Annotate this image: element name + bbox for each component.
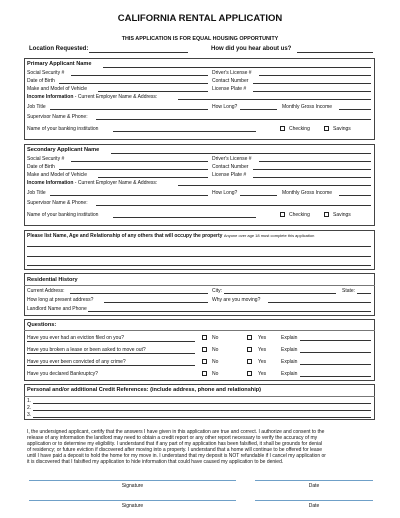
secondary-plate-label: License Plate # bbox=[212, 172, 247, 178]
primary-income-bold: Income Information bbox=[27, 94, 74, 100]
primary-vehicle-label: Make and Model of Vehicle bbox=[27, 86, 88, 92]
secondary-income-bold: Income Information bbox=[27, 180, 74, 186]
secondary-checking-label: Checking bbox=[289, 212, 310, 218]
question-broken-lease-yes-checkbox[interactable] bbox=[247, 347, 252, 352]
question-eviction-explain-label: Explain bbox=[281, 335, 298, 341]
primary-plate-label: License Plate # bbox=[212, 86, 247, 92]
residential-heading: Residential History bbox=[27, 277, 78, 283]
question-bankruptcy-no-label: No bbox=[212, 371, 219, 377]
why-moving-field[interactable] bbox=[268, 302, 371, 303]
question-crime-yes-label: Yes bbox=[258, 359, 267, 365]
questions-heading: Questions: bbox=[27, 322, 57, 328]
question-eviction-explain-field[interactable] bbox=[300, 340, 371, 341]
primary-bank-label: Name of your banking institution bbox=[27, 126, 99, 132]
landlord-label: Landlord Name and Phone bbox=[27, 306, 87, 312]
primary-plate-field[interactable] bbox=[253, 91, 371, 92]
why-moving-label: Why are you moving? bbox=[212, 297, 261, 303]
secondary-checking-checkbox[interactable] bbox=[280, 212, 285, 217]
location-requested-label: Location Requested: bbox=[29, 46, 89, 52]
certification-line-1: I, the undersigned applicant, certify that the answers I have given in this application are true and correct. I authorize and consent to the bbox=[27, 429, 325, 435]
occupants-heading-row bbox=[27, 233, 314, 239]
secondary-applicant-heading: Secondary Applicant Name bbox=[27, 147, 100, 153]
certification-line-2: release of any information the landlord may need to obtain a credit report or any other report necessary to verify the accuracy of my bbox=[27, 435, 318, 441]
location-requested-field[interactable] bbox=[89, 52, 188, 53]
question-eviction-yes-label: Yes bbox=[258, 335, 267, 341]
primary-checking-checkbox[interactable] bbox=[280, 126, 285, 131]
secondary-how-long-label: How Long? bbox=[212, 190, 238, 196]
residential-divider bbox=[24, 285, 375, 286]
primary-ssn-field[interactable] bbox=[71, 75, 208, 76]
primary-checking-label: Checking bbox=[289, 126, 310, 132]
occupants-heading: Please list Name, Age and Relationship of any others that will occupy the property bbox=[27, 233, 223, 239]
question-broken-lease-underline bbox=[27, 353, 195, 354]
question-bankruptcy-no-checkbox[interactable] bbox=[202, 371, 207, 376]
state-label: State: bbox=[342, 288, 356, 294]
primary-job-label: Job Title bbox=[27, 104, 46, 110]
signature-2-field[interactable] bbox=[29, 500, 236, 501]
question-broken-lease: Have you broken a lease or been asked to move out? bbox=[27, 347, 146, 353]
primary-how-long-label: How Long? bbox=[212, 104, 238, 110]
secondary-job-label: Job Title bbox=[27, 190, 46, 196]
primary-dl-label: Driver's License # bbox=[212, 70, 252, 76]
primary-applicant-heading: Primary Applicant Name bbox=[27, 61, 92, 67]
date-1-field[interactable] bbox=[255, 480, 373, 481]
secondary-plate-field[interactable] bbox=[253, 177, 371, 178]
signature-1-field[interactable] bbox=[29, 480, 236, 481]
reference-2-field[interactable] bbox=[33, 410, 371, 411]
question-broken-lease-yes-label: Yes bbox=[258, 347, 267, 353]
question-crime-yes-checkbox[interactable] bbox=[247, 359, 252, 364]
question-eviction-no-checkbox[interactable] bbox=[202, 335, 207, 340]
references-divider bbox=[24, 396, 375, 397]
primary-savings-label: Savings bbox=[333, 126, 351, 132]
secondary-job-field[interactable] bbox=[50, 195, 208, 196]
secondary-contact-field[interactable] bbox=[253, 169, 371, 170]
secondary-savings-checkbox[interactable] bbox=[324, 212, 329, 217]
occupants-note: Anyone over age 18 must complete this application bbox=[223, 233, 315, 238]
certification-line-5: until I have paid a deposit to hold the home for my move in. I understand that my deposit is NOT refundable if I cancel my application or bbox=[27, 453, 326, 459]
secondary-vehicle-field[interactable] bbox=[98, 177, 208, 178]
city-label: City: bbox=[212, 288, 222, 294]
question-eviction: Have you ever had an eviction filed on you? bbox=[27, 335, 125, 341]
primary-gross-label: Monthly Gross Income bbox=[282, 104, 333, 110]
secondary-dl-label: Driver's License # bbox=[212, 156, 252, 162]
reference-1-number: 1. bbox=[27, 398, 32, 404]
references-heading: Personal and/or additional Credit References: (include address, phone and relationship) bbox=[27, 387, 262, 393]
secondary-income-rest: - Current Employer Name & Address: bbox=[73, 180, 158, 186]
primary-vehicle-field[interactable] bbox=[98, 91, 208, 92]
primary-name-field[interactable] bbox=[103, 67, 371, 68]
question-eviction-yes-checkbox[interactable] bbox=[247, 335, 252, 340]
question-crime: Have you ever been convicted of any crime? bbox=[27, 359, 126, 365]
question-bankruptcy: Have you declared Bankruptcy? bbox=[27, 371, 98, 377]
question-broken-lease-no-checkbox[interactable] bbox=[202, 347, 207, 352]
reference-2-number: 2. bbox=[27, 405, 32, 411]
city-field[interactable] bbox=[224, 293, 336, 294]
question-broken-lease-explain-field[interactable] bbox=[300, 352, 371, 353]
occupant-line-2[interactable] bbox=[27, 256, 371, 257]
secondary-dl-field[interactable] bbox=[259, 161, 371, 162]
primary-contact-field[interactable] bbox=[253, 83, 371, 84]
page-title: CALIFORNIA RENTAL APPLICATION bbox=[117, 13, 283, 24]
secondary-savings-label: Savings bbox=[333, 212, 351, 218]
date-2-label: Date bbox=[308, 503, 320, 509]
primary-savings-checkbox[interactable] bbox=[324, 126, 329, 131]
secondary-bank-field[interactable] bbox=[113, 217, 256, 218]
landlord-field[interactable] bbox=[88, 311, 371, 312]
page-subtitle: THIS APPLICATION IS FOR EQUAL HOUSING OPPORTUNITY bbox=[121, 36, 279, 42]
how-long-address-label: How long at present address? bbox=[27, 297, 94, 303]
question-eviction-no-label: No bbox=[212, 335, 219, 341]
primary-dob-field[interactable] bbox=[59, 83, 208, 84]
primary-ssn-label: Social Security # bbox=[27, 70, 65, 76]
secondary-dob-field[interactable] bbox=[59, 169, 208, 170]
question-bankruptcy-explain-field[interactable] bbox=[300, 376, 371, 377]
question-crime-no-label: No bbox=[212, 359, 219, 365]
question-bankruptcy-yes-checkbox[interactable] bbox=[247, 371, 252, 376]
primary-dl-field[interactable] bbox=[259, 75, 371, 76]
secondary-vehicle-label: Make and Model of Vehicle bbox=[27, 172, 88, 178]
certification-line-4: of residency; or future eviction if discovered after moving into a property. I understand that a home will continue to be offered for lease bbox=[27, 447, 322, 453]
primary-dob-label: Date of Birth bbox=[27, 78, 55, 84]
secondary-income-label bbox=[27, 180, 157, 186]
occupant-line-3[interactable] bbox=[27, 265, 371, 266]
question-eviction-underline bbox=[27, 341, 195, 342]
question-crime-no-checkbox[interactable] bbox=[202, 359, 207, 364]
reference-1-field[interactable] bbox=[33, 403, 371, 404]
hear-about-us-label: How did you hear about us? bbox=[211, 46, 292, 52]
secondary-ssn-label: Social Security # bbox=[27, 156, 65, 162]
question-crime-underline bbox=[27, 365, 195, 366]
questions-divider bbox=[24, 330, 375, 331]
question-bankruptcy-yes-label: Yes bbox=[258, 371, 267, 377]
primary-how-long-field[interactable] bbox=[240, 109, 277, 110]
occupant-line-1[interactable] bbox=[27, 246, 371, 247]
how-long-address-field[interactable] bbox=[104, 302, 208, 303]
question-crime-explain-field[interactable] bbox=[300, 364, 371, 365]
primary-supervisor-field[interactable] bbox=[96, 119, 371, 120]
primary-supervisor-label: Supervisor Name & Phone: bbox=[27, 114, 88, 120]
current-address-field[interactable] bbox=[70, 293, 208, 294]
primary-gross-field[interactable] bbox=[339, 109, 371, 110]
secondary-ssn-field[interactable] bbox=[71, 161, 208, 162]
state-field[interactable] bbox=[357, 293, 371, 294]
primary-income-label bbox=[27, 94, 157, 100]
primary-contact-label: Contact Number bbox=[212, 78, 249, 84]
secondary-contact-label: Contact Number bbox=[212, 164, 249, 170]
signature-1-label: Signature bbox=[121, 483, 144, 489]
primary-job-field[interactable] bbox=[50, 109, 208, 110]
secondary-gross-field[interactable] bbox=[339, 195, 371, 196]
question-crime-explain-label: Explain bbox=[281, 359, 298, 365]
secondary-supervisor-label: Supervisor Name & Phone: bbox=[27, 200, 88, 206]
secondary-dob-label: Date of Birth bbox=[27, 164, 55, 170]
secondary-name-field[interactable] bbox=[111, 153, 371, 154]
question-broken-lease-no-label: No bbox=[212, 347, 219, 353]
secondary-supervisor-field[interactable] bbox=[96, 205, 371, 206]
date-1-label: Date bbox=[308, 483, 320, 489]
hear-about-us-field[interactable] bbox=[297, 52, 373, 53]
secondary-employer-field[interactable] bbox=[178, 185, 371, 186]
certification-line-3: application or to determine my eligibility. I understand that if any part of my application has been falsified, it shall be grounds for denial bbox=[27, 441, 323, 447]
current-address-label: Current Address: bbox=[27, 288, 65, 294]
primary-employer-field[interactable] bbox=[178, 99, 371, 100]
question-bankruptcy-explain-label: Explain bbox=[281, 371, 298, 377]
certification-line-6: it is discovered that I falsified my application to hide information that could have caused my application to be denied. bbox=[27, 459, 284, 465]
primary-income-rest: - Current Employer Name & Address: bbox=[73, 94, 158, 100]
reference-3-field[interactable] bbox=[33, 417, 371, 418]
primary-bank-field[interactable] bbox=[113, 131, 256, 132]
signature-2-label: Signature bbox=[121, 503, 144, 509]
question-broken-lease-explain-label: Explain bbox=[281, 347, 298, 353]
secondary-gross-label: Monthly Gross Income bbox=[282, 190, 333, 196]
reference-3-number: 3. bbox=[27, 412, 32, 418]
date-2-field[interactable] bbox=[255, 500, 373, 501]
secondary-how-long-field[interactable] bbox=[240, 195, 277, 196]
secondary-bank-label: Name of your banking institution bbox=[27, 212, 99, 218]
